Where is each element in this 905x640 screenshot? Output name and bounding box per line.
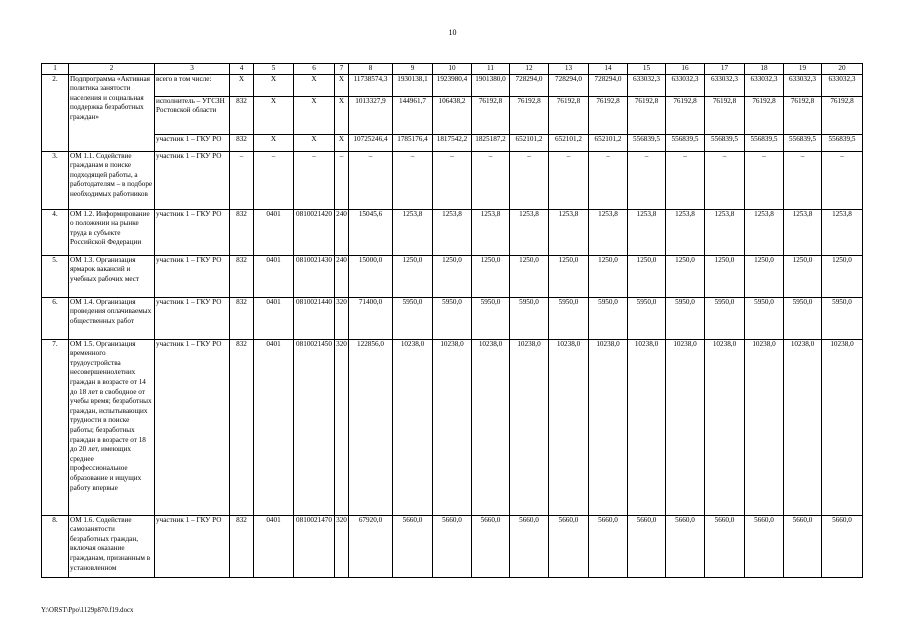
- amount-cell: 652101,2: [549, 134, 589, 151]
- amount-cell: 1253,8: [822, 209, 863, 255]
- amount-cell: 1253,8: [549, 209, 589, 255]
- amount-cell: 5660,0: [472, 515, 510, 577]
- amount-cell: 1250,0: [589, 255, 628, 297]
- amount-cell: 15000,0: [349, 255, 393, 297]
- code-cell: 832: [230, 255, 254, 297]
- code-cell: 0810021470: [294, 515, 335, 577]
- amount-cell: –: [393, 151, 433, 209]
- amount-cell: 1825187,2: [472, 134, 510, 151]
- column-header: 7: [335, 64, 349, 75]
- amount-cell: 1253,8: [433, 209, 472, 255]
- amount-cell: 1250,0: [510, 255, 549, 297]
- amount-cell: 67920,0: [349, 515, 393, 577]
- code-cell: –: [294, 151, 335, 209]
- code-cell: 0401: [254, 297, 294, 339]
- column-header: 14: [589, 64, 628, 75]
- amount-cell: 1253,8: [589, 209, 628, 255]
- code-cell: Х: [294, 96, 335, 134]
- amount-cell: 5660,0: [745, 515, 784, 577]
- code-cell: 320: [335, 297, 349, 339]
- amount-cell: 556839,5: [784, 134, 822, 151]
- column-header: 12: [510, 64, 549, 75]
- code-cell: 0810021420: [294, 209, 335, 255]
- amount-cell: 652101,2: [510, 134, 549, 151]
- amount-cell: 76192,8: [589, 96, 628, 134]
- amount-cell: 76192,8: [472, 96, 510, 134]
- amount-cell: 15045,6: [349, 209, 393, 255]
- row-name-cell: ОМ 1.2. Информирование о положении на рынке труда в субъекте Российской Федерации: [69, 209, 155, 255]
- table-row: [42, 74, 863, 96]
- amount-cell: 556839,5: [628, 134, 666, 151]
- amount-cell: 1250,0: [393, 255, 433, 297]
- amount-cell: 10238,0: [666, 339, 705, 515]
- amount-cell: 76192,8: [628, 96, 666, 134]
- code-cell: 832: [230, 297, 254, 339]
- amount-cell: 10238,0: [628, 339, 666, 515]
- amount-cell: 633032,3: [822, 74, 863, 96]
- row-number-cell: 6.: [42, 297, 69, 339]
- amount-cell: –: [705, 151, 745, 209]
- amount-cell: 728294,0: [549, 74, 589, 96]
- header-row: [42, 64, 863, 75]
- code-cell: 0401: [254, 339, 294, 515]
- amount-cell: 5950,0: [393, 297, 433, 339]
- amount-cell: 1253,8: [745, 209, 784, 255]
- code-cell: 320: [335, 339, 349, 515]
- code-cell: 832: [230, 134, 254, 151]
- code-cell: Х: [335, 74, 349, 96]
- table-row: [42, 151, 863, 209]
- executor-cell: участник 1 – ГКУ РО: [155, 515, 230, 577]
- column-header: 17: [705, 64, 745, 75]
- column-header: 8: [349, 64, 393, 75]
- amount-cell: 652101,2: [589, 134, 628, 151]
- amount-cell: –: [628, 151, 666, 209]
- amount-cell: 5660,0: [705, 515, 745, 577]
- amount-cell: 1250,0: [549, 255, 589, 297]
- amount-cell: 5950,0: [822, 297, 863, 339]
- code-cell: 0401: [254, 255, 294, 297]
- amount-cell: 76192,8: [822, 96, 863, 134]
- amount-cell: 728294,0: [510, 74, 549, 96]
- code-cell: Х: [230, 74, 254, 96]
- amount-cell: 10238,0: [822, 339, 863, 515]
- executor-cell: участник 1 – ГКУ РО: [155, 151, 230, 209]
- amount-cell: 76192,8: [666, 96, 705, 134]
- amount-cell: 144961,7: [393, 96, 433, 134]
- amount-cell: –: [349, 151, 393, 209]
- code-cell: 320: [335, 515, 349, 577]
- row-number-cell: 8.: [42, 515, 69, 577]
- amount-cell: –: [745, 151, 784, 209]
- code-cell: –: [254, 151, 294, 209]
- table-row: [42, 255, 863, 297]
- row-number-cell: 4.: [42, 209, 69, 255]
- amount-cell: 5660,0: [510, 515, 549, 577]
- code-cell: Х: [335, 96, 349, 134]
- amount-cell: –: [666, 151, 705, 209]
- amount-cell: 1253,8: [628, 209, 666, 255]
- column-header: 9: [393, 64, 433, 75]
- amount-cell: 5660,0: [393, 515, 433, 577]
- amount-cell: 1253,8: [393, 209, 433, 255]
- code-cell: 0401: [254, 515, 294, 577]
- code-cell: Х: [294, 134, 335, 151]
- table-row: [42, 134, 863, 151]
- column-header: 5: [254, 64, 294, 75]
- amount-cell: –: [472, 151, 510, 209]
- amount-cell: 1250,0: [472, 255, 510, 297]
- amount-cell: 5660,0: [822, 515, 863, 577]
- amount-cell: 5950,0: [705, 297, 745, 339]
- amount-cell: 10238,0: [510, 339, 549, 515]
- amount-cell: 1250,0: [705, 255, 745, 297]
- amount-cell: 122856,0: [349, 339, 393, 515]
- code-cell: 0810021450: [294, 339, 335, 515]
- row-name-cell: ОМ 1.5. Организация временного трудоустройства несовершеннолетних граждан в возрасте от 14 до 18 лет в свободное от учебы время; безработных граждан, испытывающих трудности в поиске работы; безработных граждан в возрасте от 18 до 20 лет, имеющих среднее профессиональное образование и ищущих работу впервые: [69, 339, 155, 515]
- row-number-cell: 2.: [42, 74, 69, 151]
- amount-cell: 1250,0: [822, 255, 863, 297]
- table-row: [42, 209, 863, 255]
- amount-cell: 633032,3: [705, 74, 745, 96]
- amount-cell: –: [510, 151, 549, 209]
- amount-cell: 5950,0: [510, 297, 549, 339]
- amount-cell: 76192,8: [510, 96, 549, 134]
- amount-cell: 556839,5: [745, 134, 784, 151]
- amount-cell: 5950,0: [472, 297, 510, 339]
- amount-cell: 1250,0: [784, 255, 822, 297]
- column-header: 13: [549, 64, 589, 75]
- amount-cell: 5660,0: [628, 515, 666, 577]
- amount-cell: 5950,0: [745, 297, 784, 339]
- amount-cell: 1013327,9: [349, 96, 393, 134]
- amount-cell: 5660,0: [666, 515, 705, 577]
- amount-cell: 106438,2: [433, 96, 472, 134]
- amount-cell: 5950,0: [433, 297, 472, 339]
- amount-cell: 1785176,4: [393, 134, 433, 151]
- executor-cell: участник 1 – ГКУ РО: [155, 134, 230, 151]
- amount-cell: 633032,3: [628, 74, 666, 96]
- row-number-cell: 3.: [42, 151, 69, 209]
- amount-cell: 5660,0: [433, 515, 472, 577]
- amount-cell: 76192,8: [745, 96, 784, 134]
- amount-cell: 5950,0: [589, 297, 628, 339]
- executor-cell: участник 1 – ГКУ РО: [155, 297, 230, 339]
- amount-cell: 5660,0: [784, 515, 822, 577]
- amount-cell: 10238,0: [549, 339, 589, 515]
- table-row: [42, 297, 863, 339]
- code-cell: 832: [230, 209, 254, 255]
- code-cell: –: [230, 151, 254, 209]
- amount-cell: –: [822, 151, 863, 209]
- amount-cell: 1930138,1: [393, 74, 433, 96]
- amount-cell: 11738574,3: [349, 74, 393, 96]
- code-cell: –: [335, 151, 349, 209]
- amount-cell: 1923980,4: [433, 74, 472, 96]
- code-cell: 240: [335, 209, 349, 255]
- amount-cell: 556839,5: [705, 134, 745, 151]
- column-header: 2: [69, 64, 155, 75]
- amount-cell: –: [784, 151, 822, 209]
- amount-cell: 1250,0: [745, 255, 784, 297]
- amount-cell: 728294,0: [589, 74, 628, 96]
- column-header: 18: [745, 64, 784, 75]
- amount-cell: 556839,5: [666, 134, 705, 151]
- amount-cell: 10238,0: [433, 339, 472, 515]
- amount-cell: 556839,5: [822, 134, 863, 151]
- column-header: 3: [155, 64, 230, 75]
- amount-cell: 10238,0: [784, 339, 822, 515]
- amount-cell: 1253,8: [784, 209, 822, 255]
- budget-table: [41, 63, 863, 578]
- page-number: 10: [448, 28, 457, 37]
- amount-cell: 10238,0: [393, 339, 433, 515]
- amount-cell: 633032,3: [745, 74, 784, 96]
- executor-cell: участник 1 – ГКУ РО: [155, 209, 230, 255]
- amount-cell: 10238,0: [589, 339, 628, 515]
- footer-file-path: Y:\ORST\Ppo\1129p870.f19.docx: [41, 607, 134, 614]
- amount-cell: 71400,0: [349, 297, 393, 339]
- row-name-cell: ОМ 1.1. Содействие гражданам в поиске подходящей работы, а работодателям – в подборе необходимых работников: [69, 151, 155, 209]
- executor-cell: всего в том числе:: [155, 74, 230, 96]
- table-row: [42, 339, 863, 515]
- code-cell: Х: [335, 134, 349, 151]
- executor-cell: исполнитель – УГСЗН Ростовской области: [155, 96, 230, 134]
- row-name-cell: ОМ 1.3. Организация ярмарок вакансий и учебных рабочих мест: [69, 255, 155, 297]
- amount-cell: 1250,0: [628, 255, 666, 297]
- amount-cell: 1253,8: [510, 209, 549, 255]
- amount-cell: 5660,0: [549, 515, 589, 577]
- amount-cell: 10238,0: [472, 339, 510, 515]
- amount-cell: 10238,0: [745, 339, 784, 515]
- amount-cell: 1250,0: [433, 255, 472, 297]
- row-number-cell: 7.: [42, 339, 69, 515]
- table-row: [42, 96, 863, 134]
- column-header: 1: [42, 64, 69, 75]
- amount-cell: 5660,0: [589, 515, 628, 577]
- code-cell: 832: [230, 515, 254, 577]
- table-row: [42, 515, 863, 577]
- amount-cell: 1253,8: [666, 209, 705, 255]
- row-name-cell: Подпрограмма «Активная политика занятости населения и социальная поддержка безработных граждан»: [69, 74, 155, 151]
- column-header: 11: [472, 64, 510, 75]
- amount-cell: 633032,3: [666, 74, 705, 96]
- amount-cell: 1250,0: [666, 255, 705, 297]
- code-cell: 832: [230, 96, 254, 134]
- code-cell: 0810021430: [294, 255, 335, 297]
- executor-cell: участник 1 – ГКУ РО: [155, 255, 230, 297]
- amount-cell: 10725246,4: [349, 134, 393, 151]
- code-cell: Х: [254, 74, 294, 96]
- amount-cell: 5950,0: [628, 297, 666, 339]
- amount-cell: 633032,3: [784, 74, 822, 96]
- column-header: 15: [628, 64, 666, 75]
- amount-cell: 5950,0: [549, 297, 589, 339]
- row-number-cell: 5.: [42, 255, 69, 297]
- row-name-cell: ОМ 1.4. Организация проведения оплачиваемых общественных работ: [69, 297, 155, 339]
- amount-cell: 76192,8: [549, 96, 589, 134]
- amount-cell: 10238,0: [705, 339, 745, 515]
- code-cell: 0401: [254, 209, 294, 255]
- code-cell: 0810021440: [294, 297, 335, 339]
- amount-cell: 5950,0: [784, 297, 822, 339]
- column-header: 6: [294, 64, 335, 75]
- code-cell: 240: [335, 255, 349, 297]
- amount-cell: 1253,8: [705, 209, 745, 255]
- column-header: 10: [433, 64, 472, 75]
- row-name-cell: ОМ 1.6. Содействие самозанятости безработных граждан, включая оказание гражданам, признанным в установленном: [69, 515, 155, 577]
- amount-cell: 1253,8: [472, 209, 510, 255]
- amount-cell: 1817542,2: [433, 134, 472, 151]
- amount-cell: –: [589, 151, 628, 209]
- executor-cell: участник 1 – ГКУ РО: [155, 339, 230, 515]
- amount-cell: 76192,8: [705, 96, 745, 134]
- code-cell: Х: [294, 74, 335, 96]
- column-header: 16: [666, 64, 705, 75]
- amount-cell: 76192,8: [784, 96, 822, 134]
- amount-cell: –: [549, 151, 589, 209]
- amount-cell: 1901380,0: [472, 74, 510, 96]
- column-header: 4: [230, 64, 254, 75]
- column-header: 20: [822, 64, 863, 75]
- column-header: 19: [784, 64, 822, 75]
- code-cell: Х: [254, 134, 294, 151]
- amount-cell: –: [433, 151, 472, 209]
- code-cell: 832: [230, 339, 254, 515]
- code-cell: Х: [254, 96, 294, 134]
- amount-cell: 5950,0: [666, 297, 705, 339]
